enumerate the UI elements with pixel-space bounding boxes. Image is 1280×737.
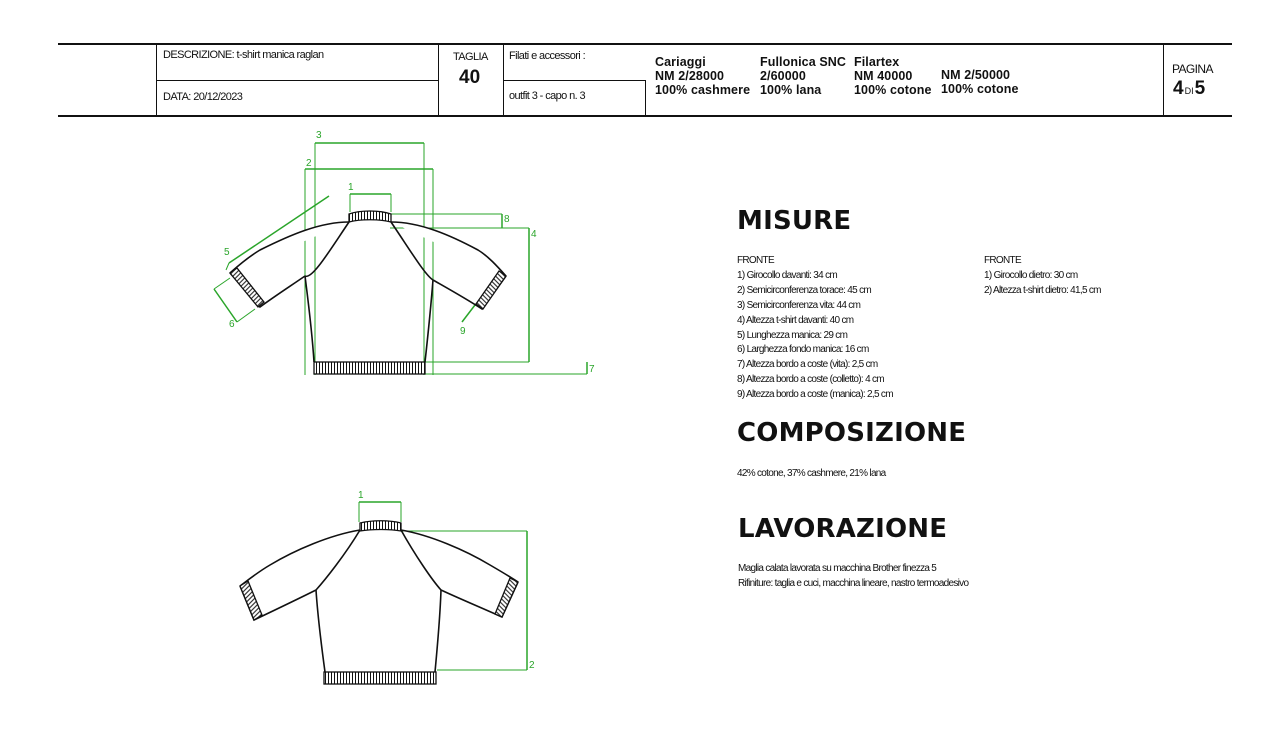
lavorazione-line-1: Maglia calata lavorata su macchina Brother finezza 5	[738, 563, 937, 574]
yarn-3	[854, 55, 932, 97]
front-technical-drawing	[0, 120, 640, 390]
back-right-cuff	[495, 578, 518, 617]
yarn-fiber: 100% lana	[760, 83, 822, 97]
misure-back-heading: FRONTE	[984, 255, 1021, 266]
misure-front-heading: FRONTE	[737, 255, 774, 266]
yarn-fiber: 100% cotone	[854, 83, 932, 97]
front-label-3: 3	[316, 130, 322, 141]
yarn-1	[655, 55, 750, 97]
front-right-cuff	[476, 271, 506, 309]
yarn-fiber: 100% cashmere	[655, 83, 751, 97]
back-label-1: 1	[358, 490, 364, 501]
composizione-text: 42% cotone, 37% cashmere, 21% lana	[737, 468, 886, 479]
front-label-4: 4	[531, 229, 537, 240]
divider	[1163, 44, 1164, 116]
back-label-2: 2	[529, 660, 535, 671]
front-label-5: 5	[224, 247, 230, 258]
front-label-9: 9	[460, 326, 466, 337]
list-item: 2) Altezza t-shirt dietro: 41,5 cm	[984, 284, 1101, 296]
misure-back-list	[984, 254, 1101, 299]
composizione-title: COMPOSIZIONE	[737, 418, 967, 448]
page-counter	[1173, 78, 1205, 100]
front-measure-guides	[214, 143, 587, 375]
yarn-count: NM 2/50000	[941, 68, 1011, 82]
yarn-2	[760, 55, 846, 97]
front-label-1: 1	[348, 182, 354, 193]
page-total: 5	[1194, 78, 1206, 99]
front-collar-rib	[349, 211, 391, 222]
lavorazione-title: LAVORAZIONE	[738, 514, 948, 544]
misure-title: MISURE	[737, 206, 852, 236]
page-current: 4	[1173, 78, 1184, 99]
yarn-brand: Cariaggi	[655, 55, 706, 69]
list-item: 7) Altezza bordo a coste (vita): 2,5 cm	[737, 359, 878, 371]
taglia-value: 40	[459, 67, 481, 88]
yarn-brand: Fullonica SNC	[760, 55, 847, 69]
yarn-count: 2/60000	[760, 69, 806, 83]
front-left-cuff	[230, 268, 264, 307]
data-field: DATA: 20/12/2023	[163, 91, 243, 103]
divider	[645, 80, 646, 116]
taglia-label: TAGLIA	[453, 51, 488, 63]
page-of: DI	[1184, 86, 1194, 96]
list-item: 1) Girocollo dietro: 30 cm	[984, 269, 1078, 281]
front-label-8: 8	[504, 214, 510, 225]
yarn-count: NM 40000	[854, 69, 913, 83]
front-label-2: 2	[306, 158, 312, 169]
list-item: 1) Girocollo davanti: 34 cm	[737, 269, 838, 281]
back-left-cuff	[240, 581, 262, 620]
list-item: 9) Altezza bordo a coste (manica): 2,5 cm	[737, 389, 893, 401]
front-waist-rib	[314, 362, 425, 374]
list-item: 4) Altezza t-shirt davanti: 40 cm	[737, 314, 854, 326]
divider	[438, 44, 439, 116]
lavorazione-line-2: Rifiniture: taglia e cuci, macchina lineare, nastro termoadesivo	[738, 578, 969, 589]
back-technical-drawing	[0, 480, 640, 690]
misure-front-list	[737, 254, 893, 403]
yarn-brand: Filartex	[854, 55, 900, 69]
list-item: 8) Altezza bordo a coste (colletto): 4 cm	[737, 374, 884, 386]
list-item: 3) Semicirconferenza vita: 44 cm	[737, 299, 861, 311]
filati-label: Filati e accessori :	[509, 50, 586, 62]
pagina-label: PAGINA	[1172, 62, 1213, 76]
list-item: 2) Semicirconferenza torace: 45 cm	[737, 284, 872, 296]
list-item: 5) Lunghezza manica: 29 cm	[737, 329, 848, 341]
back-waist-rib	[324, 672, 436, 684]
yarn-4	[941, 68, 1019, 96]
front-garment	[230, 222, 506, 362]
list-item: 6) Larghezza fondo manica: 16 cm	[737, 344, 869, 356]
front-label-6: 6	[229, 319, 235, 330]
yarn-count: NM 2/28000	[655, 69, 725, 83]
front-measure-labels	[224, 130, 595, 375]
back-collar-rib	[360, 521, 401, 531]
divider	[156, 80, 438, 81]
front-label-7: 7	[589, 364, 595, 375]
header-top-rule	[58, 43, 1232, 45]
descrizione: DESCRIZIONE: t-shirt manica raglan	[163, 49, 324, 61]
back-garment	[240, 530, 518, 672]
outfit-label: outfit 3 - capo n. 3	[509, 90, 586, 102]
divider	[503, 80, 645, 81]
yarn-fiber: 100% cotone	[941, 82, 1019, 96]
